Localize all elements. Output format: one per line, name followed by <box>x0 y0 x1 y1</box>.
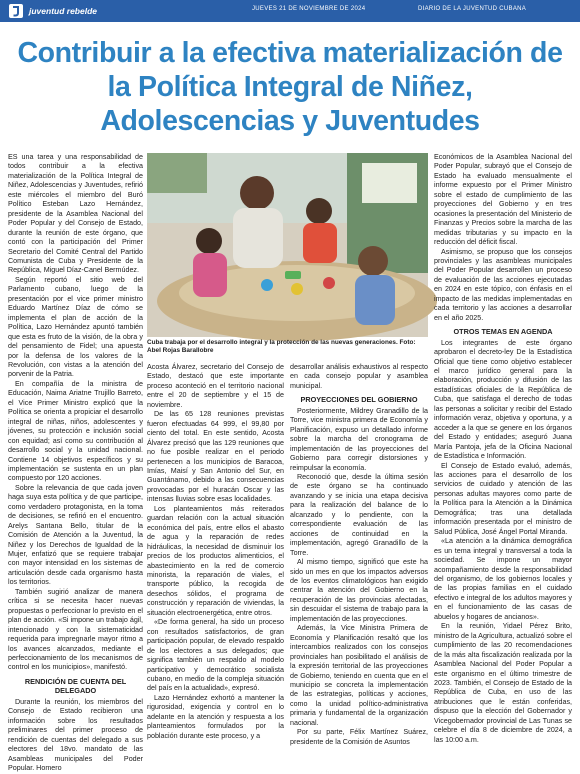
paragraph: Durante la reunión, los miembros del Consejo de Estado recibieron una información sobre los resultados preliminares del primer proceso de rendición de cuentas del delegado a sus electores del 18vo. mandato de las Asambleas municipales del Poder Popular. Homero <box>8 697 143 773</box>
paragraph: En la reunión, Yidael Pérez Brito, ministro de la Agricultura, actualizó sobre el cumplimiento de las 20 recomendaciones de la más alta fiscalización realizada por la Asamblea Nacional del Poder Popular a este organismo en el último trimestre de 2023. También, el Consejo de Estado de la República de Cuba, en uso de las atribuciones que le están conferidas, dispuso que la elección del Gobernador y Vicegobernador provincial de Las Tunas se celebre el día 8 de diciembre de 2024, a las 10:00 a.m. <box>434 622 572 744</box>
publication-name: juventud rebelde <box>29 6 98 16</box>
newspaper-logo-icon <box>8 3 24 19</box>
paragraph: De las 65 128 reuniones previstas fueron efectuadas 64 999, el 99,80 por ciento del total. En este sentido, Acosta Álvarez precisó que las 129 reuniones que no fue posible realizar en el periodo pertenecen a los municipios de Baracoa, Imías, Maisí y San Antonio del Sur, en Guantánamo, debido a las consecuencias provocadas por el huracán Oscar y las intensas lluvias sobre esas localidades. <box>147 410 284 504</box>
paragraph: En compañía de la ministra de Educación, Naima Ariatne Trujillo Barreto, el Vice Primer Ministro explicó que la Política se orienta a propiciar el desarrollo integral de niñas, niños, adolescentes y jóvenes, su protección e inclusión social con equidad; así como su contribución al desarrollo social y la unidad nacional. Contiene 14 objetivos específicos y su implementación se sustenta en un plan compuesto por 120 acciones. <box>8 379 143 483</box>
paragraph: Lazo Hernández exhortó a mantener la rigurosidad, exigencia y control en lo adelante en la atención y respuesta a los planteamientos formulados por la población durante este proceso, y a <box>147 693 284 740</box>
article-column-2 <box>147 363 284 740</box>
paragraph: «La atención a la dinámica demográfica es un tema integral y transversal a toda la sociedad. Se impone un mayor acompañamiento desde la responsabilidad del organismo, de los gobiernos locales y de las propias familias en el cuidado efectivo e integral de los adultos mayores y en el funcionamiento de las casas de abuelos y hogares de ancianos». <box>434 537 572 621</box>
paragraph: Económicos de la Asamblea Nacional del Poder Popular, subrayó que el Consejo de Estado ha evaluado mensualmente el informe expuesto por el Primer Ministro sobre el estado de cumplimiento de las proyecciones del Gobierno y en tres ocasiones la presentación del Ministerio de Finanzas y Precios sobre la marcha de las medidas tributarias y su impacto en la reducción del déficit fiscal. <box>434 153 572 247</box>
paragraph: «De forma general, ha sido un proceso con resultados satisfactorios, de gran participación popular, de elevado respaldo de los electores a sus delegados; que significa también un respaldo al modelo participativo y democrático socialista cubano, en medio de la compleja situación del país en la actualidad», expresó. <box>147 618 284 693</box>
page-header <box>0 0 580 22</box>
article-column-4 <box>434 153 572 744</box>
paragraph: Además, la Vice Ministra Primera de Economía y Planificación resaltó que los intercambios realizados con los consejos provinciales han posibilitado el análisis de la expresión territorial de las proyecciones de Gobierno, teniendo en cuenta que en el municipio se concreta la implementación de las estrategias, políticas y acciones, como la unidad político-administrativa primaria y fundamental de la organización nacional. <box>290 624 428 727</box>
paragraph: desarrollar análisis exhaustivos al respecto en cada consejo popular y asamblea municipal. <box>290 363 428 390</box>
header-tagline: DIARIO DE LA JUVENTUD CUBANA <box>418 6 527 12</box>
paragraph: También sugirió analizar de manera crítica si se necesita hacer nuevas propuestas o perfeccionar lo previsto en el plan de acción. «Si impone un trabajo ágil, intencionado y con la sistematicidad requerida para impregnarle mayor ritmo a los avances alcanzados, mediante el perfeccionamiento de los mecanismos de control en los municipios», manifestó. <box>8 587 143 672</box>
photo-caption: Cuba trabaja por el desarrollo integral y la protección de las nuevas generaciones. Foto: Abel Rojas Barallobre <box>147 339 416 355</box>
paragraph: Según reportó el sitio web del Parlamento cubano, luego de la presentación por el vice primer ministro Eduardo Martínez Díaz de cómo se implementa el plan de acción de la Política, Lazo Hernández apuntó también que esta es fruto de la visión, de la obra y del pensamiento de Fidel; una apuesta por la defensa de los valores de la Revolución, con vistas a la atención del porvenir de la Patria. <box>8 275 143 379</box>
section-heading: OTROS TEMAS EN AGENDA <box>453 327 553 337</box>
paragraph: ES una tarea y una responsabilidad de todos contribuir a la efectiva materialización de la Política Integral de Niñez, Adolescencias y Juventudes, refirió este miércoles el miembro del Buró Político Esteban Lazo Hernández, presidente de la Asamblea Nacional del Poder Popular y del Consejo de Estado, durante la reunión de este órgano, que contó con la participación del Primer Secretario del Comité Central del Partido Comunista de Cuba y Presidente de la República, Miguel Díaz-Canel Bermúdez. <box>8 153 143 275</box>
paragraph: El Consejo de Estado evaluó, además, las acciones para el desarrollo de los servicios de cuidado y atención de las personas adultas mayores como parte de la Política para la Atención a la Dinámica Demográfica; tras una detallada información presentada por el ministro de Salud Pública, José Ángel Portal Miranda. <box>434 461 572 536</box>
article-column-3 <box>290 363 428 746</box>
section-heading: RENDICIÓN DE CUENTA DEL DELEGADO <box>24 676 127 696</box>
issue-date: JUEVES 21 DE NOVIEMBRE DE 2024 <box>252 6 366 12</box>
paragraph: Al mismo tiempo, significó que este ha sido un mes en que los impactos adversos de los eventos climatológicos han exigido centrar la atención del Gobierno en la recuperación de las provincias afectadas, sin descuidar el sistema de trabajo para la implementación de las proyecciones. <box>290 558 428 623</box>
paragraph: Los integrantes de este órgano aprobaron el decreto-ley De la Estadística Oficial que tiene como objetivo establecer el marco jurídico general para la elaboración, producción y difusión de las estadísticas oficiales de la República de Cuba, que satisfaga el derecho de todas las personas a solicitar y recibir del Estado información veraz, objetiva y oportuna, y a acceder a la que se genere en los órganos del Estado y entidades; aseguró Juana María Pantoja, jefa de la Oficina Nacional de Estadística e Información. <box>434 338 572 461</box>
paragraph: Acosta Álvarez, secretario del Consejo de Estado, destacó que este importante proceso aconteció en el territorio nacional entre el 20 de septiembre y el 15 de noviembre. <box>147 363 284 409</box>
paragraph: Los planteamientos más reiterados guardan relación con la actual situación económica del país, entre ellos el abasto de agua y la reparación de redes hidráulicas, la necesidad de disminuir los precios de los productos alimenticios, el abastecimiento en la red de comercio minorista, la reparación de viales, el transporte público, la recogida de desechos sólidos, el programa de construcción y reparación de viviendas, la situación electroenergética, entre otros. <box>147 504 284 617</box>
article-title: Contribuir a la efectiva materialización de la Política Integral de Niñez, Adolescencias y Juventudes <box>17 37 563 137</box>
paragraph: Asimismo, se propuso que los consejos provinciales y las asambleas municipales del Poder Popular desarrollen un proceso de evaluación de las acciones ejecutadas en 2024 en este tópico, con énfasis en el impacto de las medidas implementadas en cada territorio y las acciones a desarrollar en el año 2025. <box>434 247 572 322</box>
paragraph: Reconoció que, desde la última sesión de este órgano se ha continuado avanzando y se inicia una etapa decisiva para la realización del balance de lo alcanzado y lo pendiente, con la correspondiente evaluación de las acciones de continuidad en la implementación, agregó Granadillo de la Torre. <box>290 473 428 557</box>
section-heading: PROYECCIONES DEL GOBIERNO <box>300 395 418 405</box>
paragraph: Posteriormente, Mildrey Granadillo de la Torre, vice ministra primera de Economía y Planificación, expuso un detallado informe sobre la marcha del cronograma de implementación de las proyecciones del Gobierno para corregir distorsiones y reimpulsar la economía. <box>290 406 428 472</box>
paragraph: Sobre la relevancia de que cada joven haga suya esta política y de que participe, como verdadero protagonista, en la toma de decisiones, se refirió en el encuentro. Arelys Santana Bello, titular de la Comisión de Atención a la Juventud, la Niñez y los Derechos de Igualdad de la Mujer, enfatizó que se requiere trabajar con mayor intensidad en los sistemas de articulación desde cada organismo hasta los territorios. <box>8 483 143 587</box>
article-photo <box>147 153 428 337</box>
paragraph: Por su parte, Félix Martínez Suárez, presidente de la Comisión de Asuntos <box>290 728 428 746</box>
article-column-1 <box>8 153 143 773</box>
